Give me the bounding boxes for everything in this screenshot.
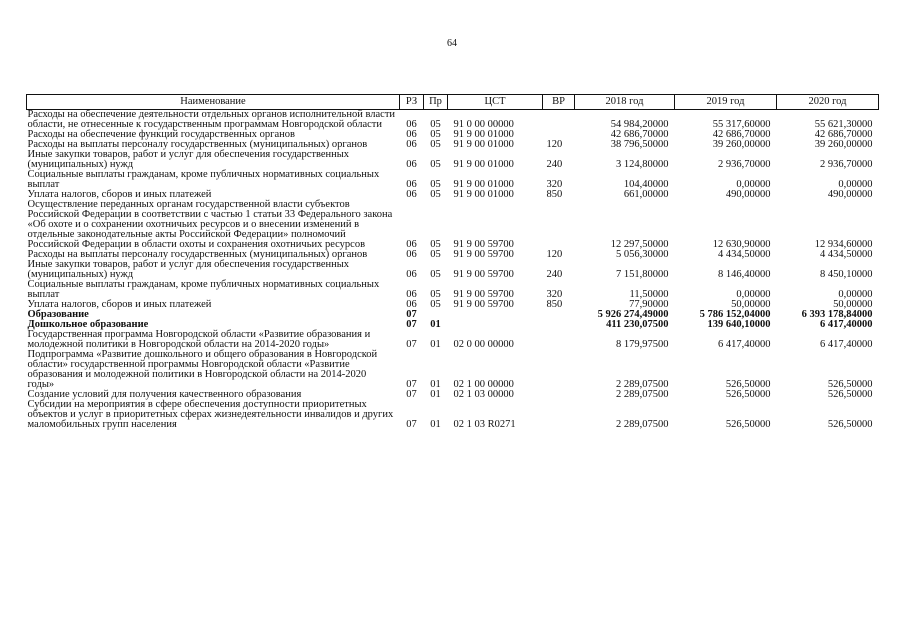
table-body xyxy=(27,110,879,431)
row-rz: 07 xyxy=(406,419,417,430)
row-name: Уплата налогов, сборов и иных платежей xyxy=(27,189,212,200)
row-pr: 05 xyxy=(430,289,441,300)
row-vr: 240 xyxy=(546,159,563,170)
row-rz: 06 xyxy=(406,249,417,260)
row-2018: 8 179,97500 xyxy=(616,339,669,350)
row-2019: 42 686,70000 xyxy=(712,129,771,140)
header-pr: Пр xyxy=(424,95,448,110)
row-rz: 07 xyxy=(406,379,417,390)
row-vr xyxy=(543,200,575,250)
row-pr: 05 xyxy=(430,119,441,130)
row-name: Иные закупки товаров, работ и услуг для обеспечения государственных (муниципальных) нужд xyxy=(27,259,350,280)
row-2018: 2 289,07500 xyxy=(616,419,669,430)
row-vr xyxy=(543,310,575,320)
row-rz: 06 xyxy=(406,289,417,300)
row-2018: 2 289,07500 xyxy=(616,379,669,390)
row-2018: 3 124,80000 xyxy=(616,159,669,170)
row-rz: 06 xyxy=(406,179,417,190)
row-rz: 06 xyxy=(406,299,417,310)
row-name: Расходы на обеспечение функций государственных органов xyxy=(27,129,295,140)
header-rz: РЗ xyxy=(400,95,424,110)
budget-table xyxy=(26,94,879,430)
row-rz: 07 xyxy=(406,309,417,320)
row-pr: 05 xyxy=(430,239,441,250)
row-name: Образование xyxy=(27,309,89,320)
row-2018: 54 984,20000 xyxy=(610,119,669,130)
row-name: Подпрограмма «Развитие дошкольного и общего образования в Новгородской области» государственной программы Новгородской области «Развитие образования и молодежной политики в Новгородской области на 2014-2020 годы» xyxy=(27,349,378,390)
row-2020: 6 393 178,84000 xyxy=(801,309,873,320)
row-2020: 526,50000 xyxy=(827,379,873,390)
row-pr: 01 xyxy=(430,389,441,400)
row-rz: 06 xyxy=(406,139,417,150)
row-2020: 6 417,40000 xyxy=(820,339,873,350)
row-rz: 06 xyxy=(406,239,417,250)
table-row xyxy=(27,150,879,170)
header-csr: ЦСТ xyxy=(448,95,543,110)
row-2020: 0,00000 xyxy=(838,289,873,300)
row-2018: 2 289,07500 xyxy=(616,389,669,400)
row-pr: 01 xyxy=(430,339,441,350)
row-rz: 06 xyxy=(406,269,417,280)
row-2020: 490,00000 xyxy=(827,189,873,200)
row-csr: 02 1 03 R0271 xyxy=(453,419,516,430)
row-2020: 8 450,10000 xyxy=(820,269,873,280)
row-2019: 526,50000 xyxy=(725,389,771,400)
row-name: Социальные выплаты гражданам, кроме публичных нормативных социальных выплат xyxy=(27,169,380,190)
row-pr: 01 xyxy=(430,419,441,430)
table-row xyxy=(27,110,879,131)
row-2019: 526,50000 xyxy=(725,379,771,390)
row-2020: 526,50000 xyxy=(827,419,873,430)
row-csr: 91 9 00 01000 xyxy=(453,139,514,150)
row-pr: 05 xyxy=(430,139,441,150)
row-2019: 0,00000 xyxy=(736,179,771,190)
row-2018: 7 151,80000 xyxy=(616,269,669,280)
table-row xyxy=(27,170,879,190)
row-vr: 320 xyxy=(546,289,563,300)
row-2020: 2 936,70000 xyxy=(820,159,873,170)
table-row xyxy=(27,400,879,430)
row-2019: 5 786 152,04000 xyxy=(699,309,771,320)
table-row xyxy=(27,200,879,250)
row-2018: 5 926 274,49000 xyxy=(597,309,669,320)
row-csr xyxy=(448,320,543,330)
row-2019: 490,00000 xyxy=(725,189,771,200)
row-2018: 104,40000 xyxy=(623,179,669,190)
row-name: Иные закупки товаров, работ и услуг для обеспечения государственных (муниципальных) нужд xyxy=(27,149,350,170)
row-vr xyxy=(543,390,575,400)
row-2018: 38 796,50000 xyxy=(610,139,669,150)
table-row xyxy=(27,330,879,350)
row-2020: 4 434,50000 xyxy=(820,249,873,260)
row-name: Дошкольное образование xyxy=(27,319,149,330)
row-2019: 4 434,50000 xyxy=(718,249,771,260)
row-2018: 77,90000 xyxy=(629,299,669,310)
row-pr: 05 xyxy=(430,159,441,170)
row-pr: 05 xyxy=(430,299,441,310)
row-csr: 02 1 03 00000 xyxy=(453,389,514,400)
row-2020: 0,00000 xyxy=(838,179,873,190)
row-name: Социальные выплаты гражданам, кроме публичных нормативных социальных выплат xyxy=(27,279,380,300)
row-pr: 05 xyxy=(430,179,441,190)
row-csr: 91 9 00 01000 xyxy=(453,189,514,200)
row-vr: 120 xyxy=(546,249,563,260)
row-2019: 12 630,90000 xyxy=(712,239,771,250)
row-name: Расходы на обеспечение деятельности отдельных органов исполнительной власти области, не отнесенные к государственным программам Новгородской области xyxy=(27,109,396,130)
row-vr: 240 xyxy=(546,269,563,280)
row-name: Расходы на выплаты персоналу государственных (муниципальных) органов xyxy=(27,139,368,150)
row-vr xyxy=(543,320,575,330)
row-vr xyxy=(543,350,575,390)
row-pr: 05 xyxy=(430,269,441,280)
header-2019: 2019 год xyxy=(675,95,777,110)
row-2018: 42 686,70000 xyxy=(610,129,669,140)
row-name: Осуществление переданных органам государственной власти субъектов Российской Федерации в соответствии с частью 1 статьи 33 Федерального закона «Об охоте и о сохранении охотничьих ресурсов и о внесении изменений в отдельные законодательные акты Российской Федерации» полномочий Российской Федерации в области охоты и сохранения охотничьих ресурсов xyxy=(27,199,393,250)
row-rz: 07 xyxy=(406,339,417,350)
row-csr: 91 9 00 01000 xyxy=(453,159,514,170)
row-vr: 850 xyxy=(546,299,563,310)
row-2018: 411 230,07500 xyxy=(606,319,669,330)
row-name: Государственная программа Новгородской области «Развитие образования и молодежной политики в Новгородской области на 2014-2020 годы» xyxy=(27,329,371,350)
row-2020: 12 934,60000 xyxy=(814,239,873,250)
row-csr: 02 0 00 00000 xyxy=(453,339,514,350)
row-name: Создание условий для получения качественного образования xyxy=(27,389,302,400)
row-2020: 42 686,70000 xyxy=(814,129,873,140)
row-rz: 06 xyxy=(406,159,417,170)
table-row xyxy=(27,350,879,390)
row-2020: 6 417,40000 xyxy=(820,319,873,330)
row-vr xyxy=(543,110,575,131)
row-name: Субсидии на мероприятия в сфере обеспечения доступности приоритетных объектов и услуг в приоритетных сферах жизнедеятельности инвалидов и других маломобильных групп населения xyxy=(27,399,394,430)
header-2018: 2018 год xyxy=(575,95,675,110)
row-csr: 91 9 00 59700 xyxy=(453,239,514,250)
row-2019: 8 146,40000 xyxy=(718,269,771,280)
row-2019: 55 317,60000 xyxy=(712,119,771,130)
row-csr: 91 9 00 01000 xyxy=(453,129,514,140)
row-2019: 0,00000 xyxy=(736,289,771,300)
row-2020: 39 260,00000 xyxy=(814,139,873,150)
row-2019: 39 260,00000 xyxy=(712,139,771,150)
row-2018: 661,00000 xyxy=(623,189,669,200)
row-csr xyxy=(448,310,543,320)
row-rz: 06 xyxy=(406,119,417,130)
table-row xyxy=(27,280,879,300)
row-vr xyxy=(543,400,575,430)
row-rz: 06 xyxy=(406,189,417,200)
row-vr: 850 xyxy=(546,189,563,200)
row-2019: 6 417,40000 xyxy=(718,339,771,350)
row-rz: 06 xyxy=(406,129,417,140)
row-2018: 11,50000 xyxy=(629,289,669,300)
page-number: 64 xyxy=(447,38,457,49)
row-pr: 05 xyxy=(430,189,441,200)
row-name: Расходы на выплаты персоналу государственных (муниципальных) органов xyxy=(27,249,368,260)
row-pr: 05 xyxy=(430,249,441,260)
row-pr: 05 xyxy=(430,129,441,140)
row-csr: 91 9 00 01000 xyxy=(453,179,514,190)
row-2019: 526,50000 xyxy=(725,419,771,430)
row-csr: 91 9 00 59700 xyxy=(453,289,514,300)
row-2019: 139 640,10000 xyxy=(707,319,771,330)
row-csr: 91 9 00 59700 xyxy=(453,249,514,260)
row-pr: 01 xyxy=(430,319,441,330)
header-vr: ВР xyxy=(543,95,575,110)
table-row xyxy=(27,260,879,280)
row-2019: 2 936,70000 xyxy=(718,159,771,170)
header-name: Наименование xyxy=(27,95,400,110)
row-vr: 120 xyxy=(546,139,563,150)
row-rz: 07 xyxy=(406,389,417,400)
header-row xyxy=(27,95,879,110)
row-csr: 02 1 00 00000 xyxy=(453,379,514,390)
row-csr: 91 9 00 59700 xyxy=(453,269,514,280)
row-name: Уплата налогов, сборов и иных платежей xyxy=(27,299,212,310)
row-vr xyxy=(543,330,575,350)
row-csr: 91 0 00 00000 xyxy=(453,119,514,130)
row-2020: 50,00000 xyxy=(833,299,873,310)
row-vr: 320 xyxy=(546,179,563,190)
row-2020: 526,50000 xyxy=(827,389,873,400)
header-2020: 2020 год xyxy=(777,95,879,110)
row-pr: 01 xyxy=(430,379,441,390)
row-csr: 91 9 00 59700 xyxy=(453,299,514,310)
row-2020: 55 621,30000 xyxy=(814,119,873,130)
row-rz: 07 xyxy=(406,319,417,330)
row-2018: 5 056,30000 xyxy=(616,249,669,260)
row-2018: 12 297,50000 xyxy=(610,239,669,250)
row-2019: 50,00000 xyxy=(731,299,771,310)
